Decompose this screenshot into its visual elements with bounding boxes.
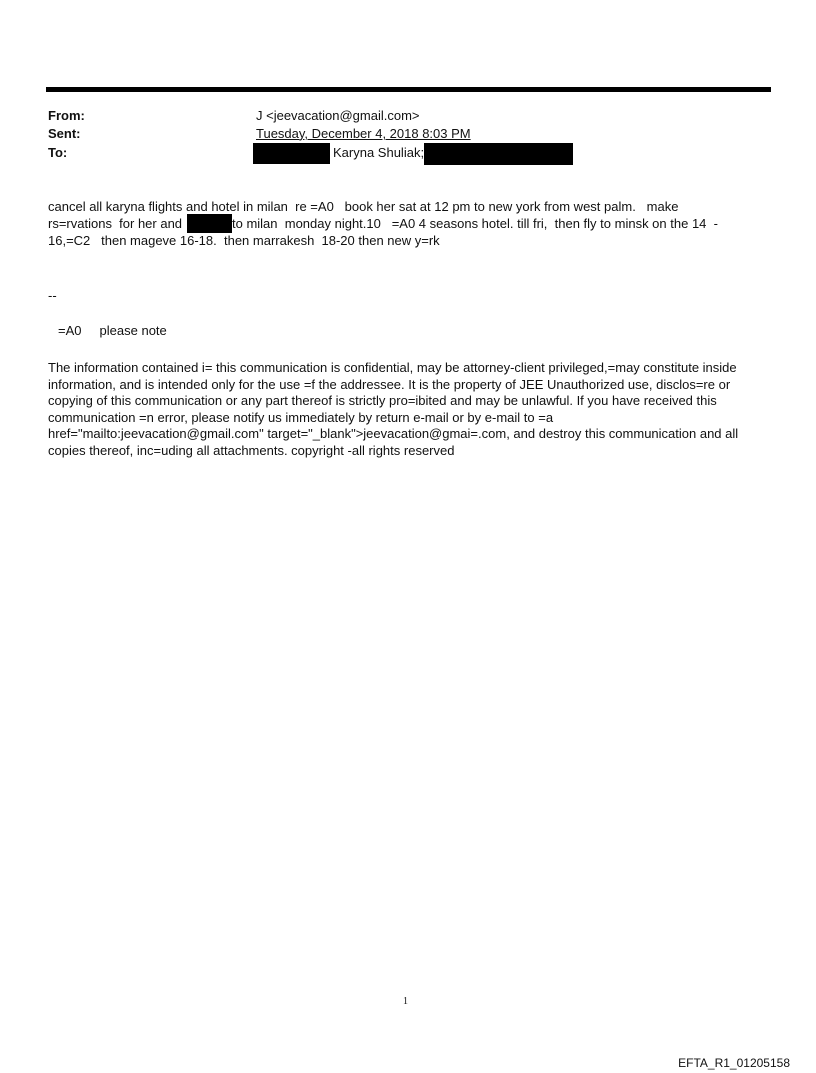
redaction-block	[424, 143, 573, 165]
from-label: From:	[48, 108, 85, 123]
header-rule	[46, 87, 771, 92]
page-number: 1	[403, 996, 408, 1007]
redaction-block	[253, 143, 330, 164]
note-line: =A0 please note	[58, 323, 167, 338]
sent-label: Sent:	[48, 126, 81, 141]
signature-separator: --	[48, 288, 57, 303]
body-line: 16,=C2 then mageve 16-18. then marrakesh 18-20 then new y=rk	[48, 233, 440, 248]
to-recipient-name: Karyna Shuliak;	[333, 145, 425, 160]
body-line: to milan monday night.10 =A0 4 seasons hotel. till fri, then fly to minsk on the 14 -	[232, 216, 718, 231]
redaction-block	[187, 214, 232, 233]
bates-id: EFTA_R1_01205158	[678, 1056, 790, 1070]
body-line: cancel all karyna flights and hotel in milan re =A0 book her sat at 12 pm to new york from west palm. make	[48, 199, 679, 214]
to-label: To:	[48, 145, 68, 160]
sent-value: Tuesday, December 4, 2018 8:03 PM	[256, 126, 471, 141]
disclaimer-paragraph: The information contained i= this communication is confidential, may be attorney-client privileged,=may constitute inside information, and is intended only for the use =f the addressee. It is the property of JEE Unauthorized use, disclos=re or copying of this communication or any part thereof is strictly pro=ibited and may be unlawful. If you have received this communication =n error, please notify us immediately by return e-mail or by e-mail to =a href="mailto:jeevacation@gmail.com" target="_blank">jeevacation@gmai=.com, and destroy this communication and all copies thereof, inc=uding all attachments. copyright -all rights reserved	[48, 360, 739, 458]
from-value: J <jeevacation@gmail.com>	[256, 108, 420, 123]
body-line: rs=rvations for her and	[48, 216, 183, 231]
